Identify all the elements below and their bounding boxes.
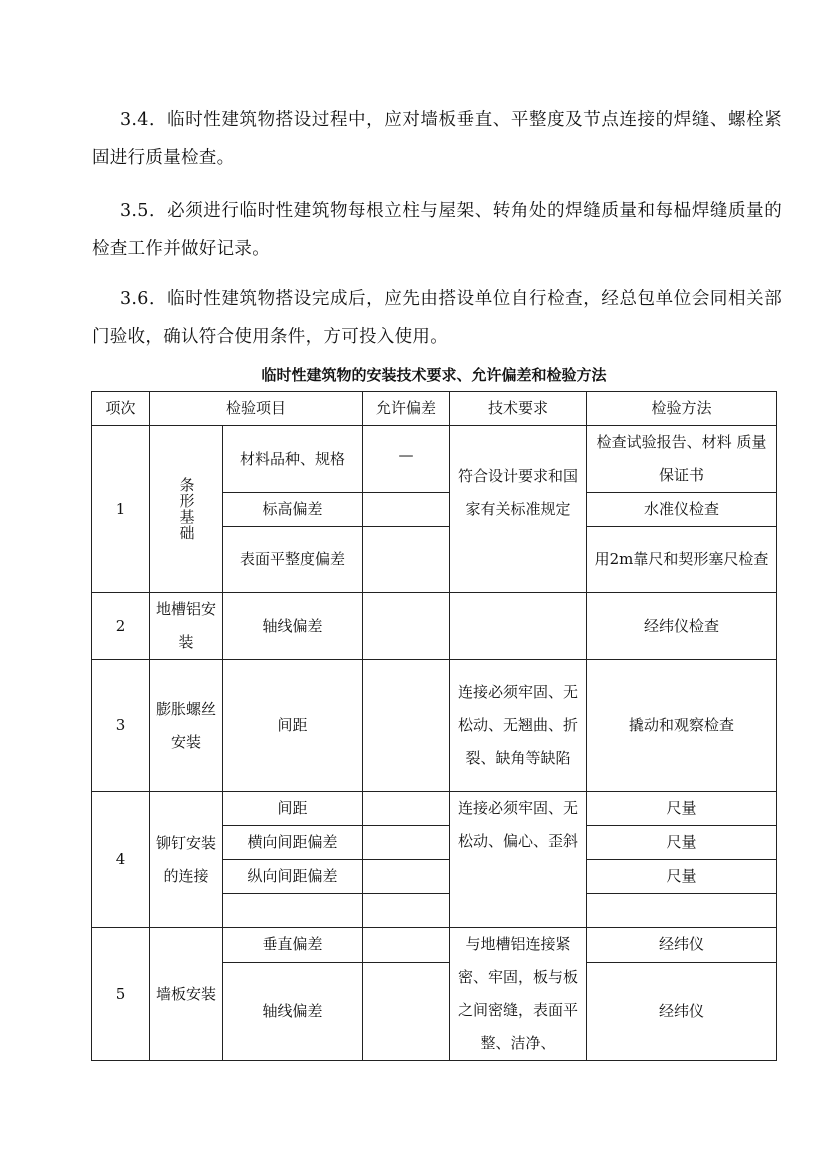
check-item: 标高偏差 [223, 493, 363, 527]
tolerance-value [363, 593, 450, 660]
tech-requirement: 连接必须牢固、无松动、偏心、歪斜 [450, 792, 587, 928]
table-title: 临时性建筑物的安装技术要求、允许偏差和检验方法 [261, 366, 607, 384]
check-method: 用2m靠尺和契形塞尺检查 [587, 527, 777, 593]
check-method [587, 894, 777, 928]
check-item: 横向间距偏差 [223, 826, 363, 860]
check-method: 检查试验报告、材料 质量保证书 [587, 426, 777, 493]
tolerance-value [363, 928, 450, 963]
check-item: 轴线偏差 [223, 593, 363, 660]
row-category: 铆钉安装的连接 [150, 792, 223, 928]
check-method: 尺量 [587, 826, 777, 860]
header-no: 项次 [92, 392, 150, 426]
check-method: 经纬仪检查 [587, 593, 777, 660]
tolerance-value [363, 792, 450, 826]
paragraph-3-5: 3.5．必须进行临时性建筑物每根立柱与屋架、转角处的焊缝质量和每榀焊缝质量的检查工作并做好记录。 [92, 201, 782, 259]
paragraph-3-6: 3.6．临时性建筑物搭设完成后，应先由搭设单位自行检查，经总包单位会同相关部门验收，确认符合使用条件，方可投入使用。 [92, 289, 782, 347]
row-no: 3 [92, 660, 150, 792]
table-row [92, 426, 777, 493]
check-method: 撬动和观察检查 [587, 660, 777, 792]
header-row [92, 392, 777, 426]
row-category: 地槽铝安装 [150, 593, 223, 660]
tech-requirement: 连接必须牢固、无松动、无翘曲、折裂、缺角等缺陷 [450, 660, 587, 792]
tolerance-value: — [363, 426, 450, 493]
row-no: 2 [92, 593, 150, 660]
tolerance-value [363, 493, 450, 527]
check-method: 水准仪检查 [587, 493, 777, 527]
row-no: 1 [92, 426, 150, 593]
check-method: 经纬仪 [587, 928, 777, 963]
tech-requirement: 与地槽铝连接紧密、牢固，板与板之间密缝，表面平整、洁净、 [450, 928, 587, 1061]
spec-table [91, 391, 777, 1061]
check-method: 经纬仪 [587, 962, 777, 1060]
header-tech: 技术要求 [450, 392, 587, 426]
table-row [92, 928, 777, 963]
check-item: 轴线偏差 [223, 962, 363, 1060]
row-no: 4 [92, 792, 150, 928]
paragraph-3-4: 3.4．临时性建筑物搭设过程中，应对墙板垂直、平整度及节点连接的焊缝、螺栓紧固进行质量检查。 [92, 110, 782, 168]
table-row [92, 660, 777, 792]
tech-requirement [450, 593, 587, 660]
check-method: 尺量 [587, 860, 777, 894]
check-item: 纵向间距偏差 [223, 860, 363, 894]
check-method: 尺量 [587, 792, 777, 826]
tolerance-value [363, 962, 450, 1060]
table-row [92, 593, 777, 660]
tolerance-value [363, 826, 450, 860]
tolerance-value [363, 527, 450, 593]
check-item: 间距 [223, 792, 363, 826]
check-item: 间距 [223, 660, 363, 792]
check-item: 垂直偏差 [223, 928, 363, 963]
tolerance-value [363, 660, 450, 792]
row-category: 墙板安装 [150, 928, 223, 1061]
header-item: 检验项目 [150, 392, 363, 426]
row-category: 条形基础 [150, 426, 223, 593]
check-item: 表面平整度偏差 [223, 527, 363, 593]
tolerance-value [363, 894, 450, 928]
table-row [92, 792, 777, 826]
row-no: 5 [92, 928, 150, 1061]
tech-requirement: 符合设计要求和国家有关标准规定 [450, 426, 587, 593]
tolerance-value [363, 860, 450, 894]
check-item [223, 894, 363, 928]
header-tolerance: 允许偏差 [363, 392, 450, 426]
row-category: 膨胀螺丝安装 [150, 660, 223, 792]
check-item: 材料品种、规格 [223, 426, 363, 493]
header-method: 检验方法 [587, 392, 777, 426]
